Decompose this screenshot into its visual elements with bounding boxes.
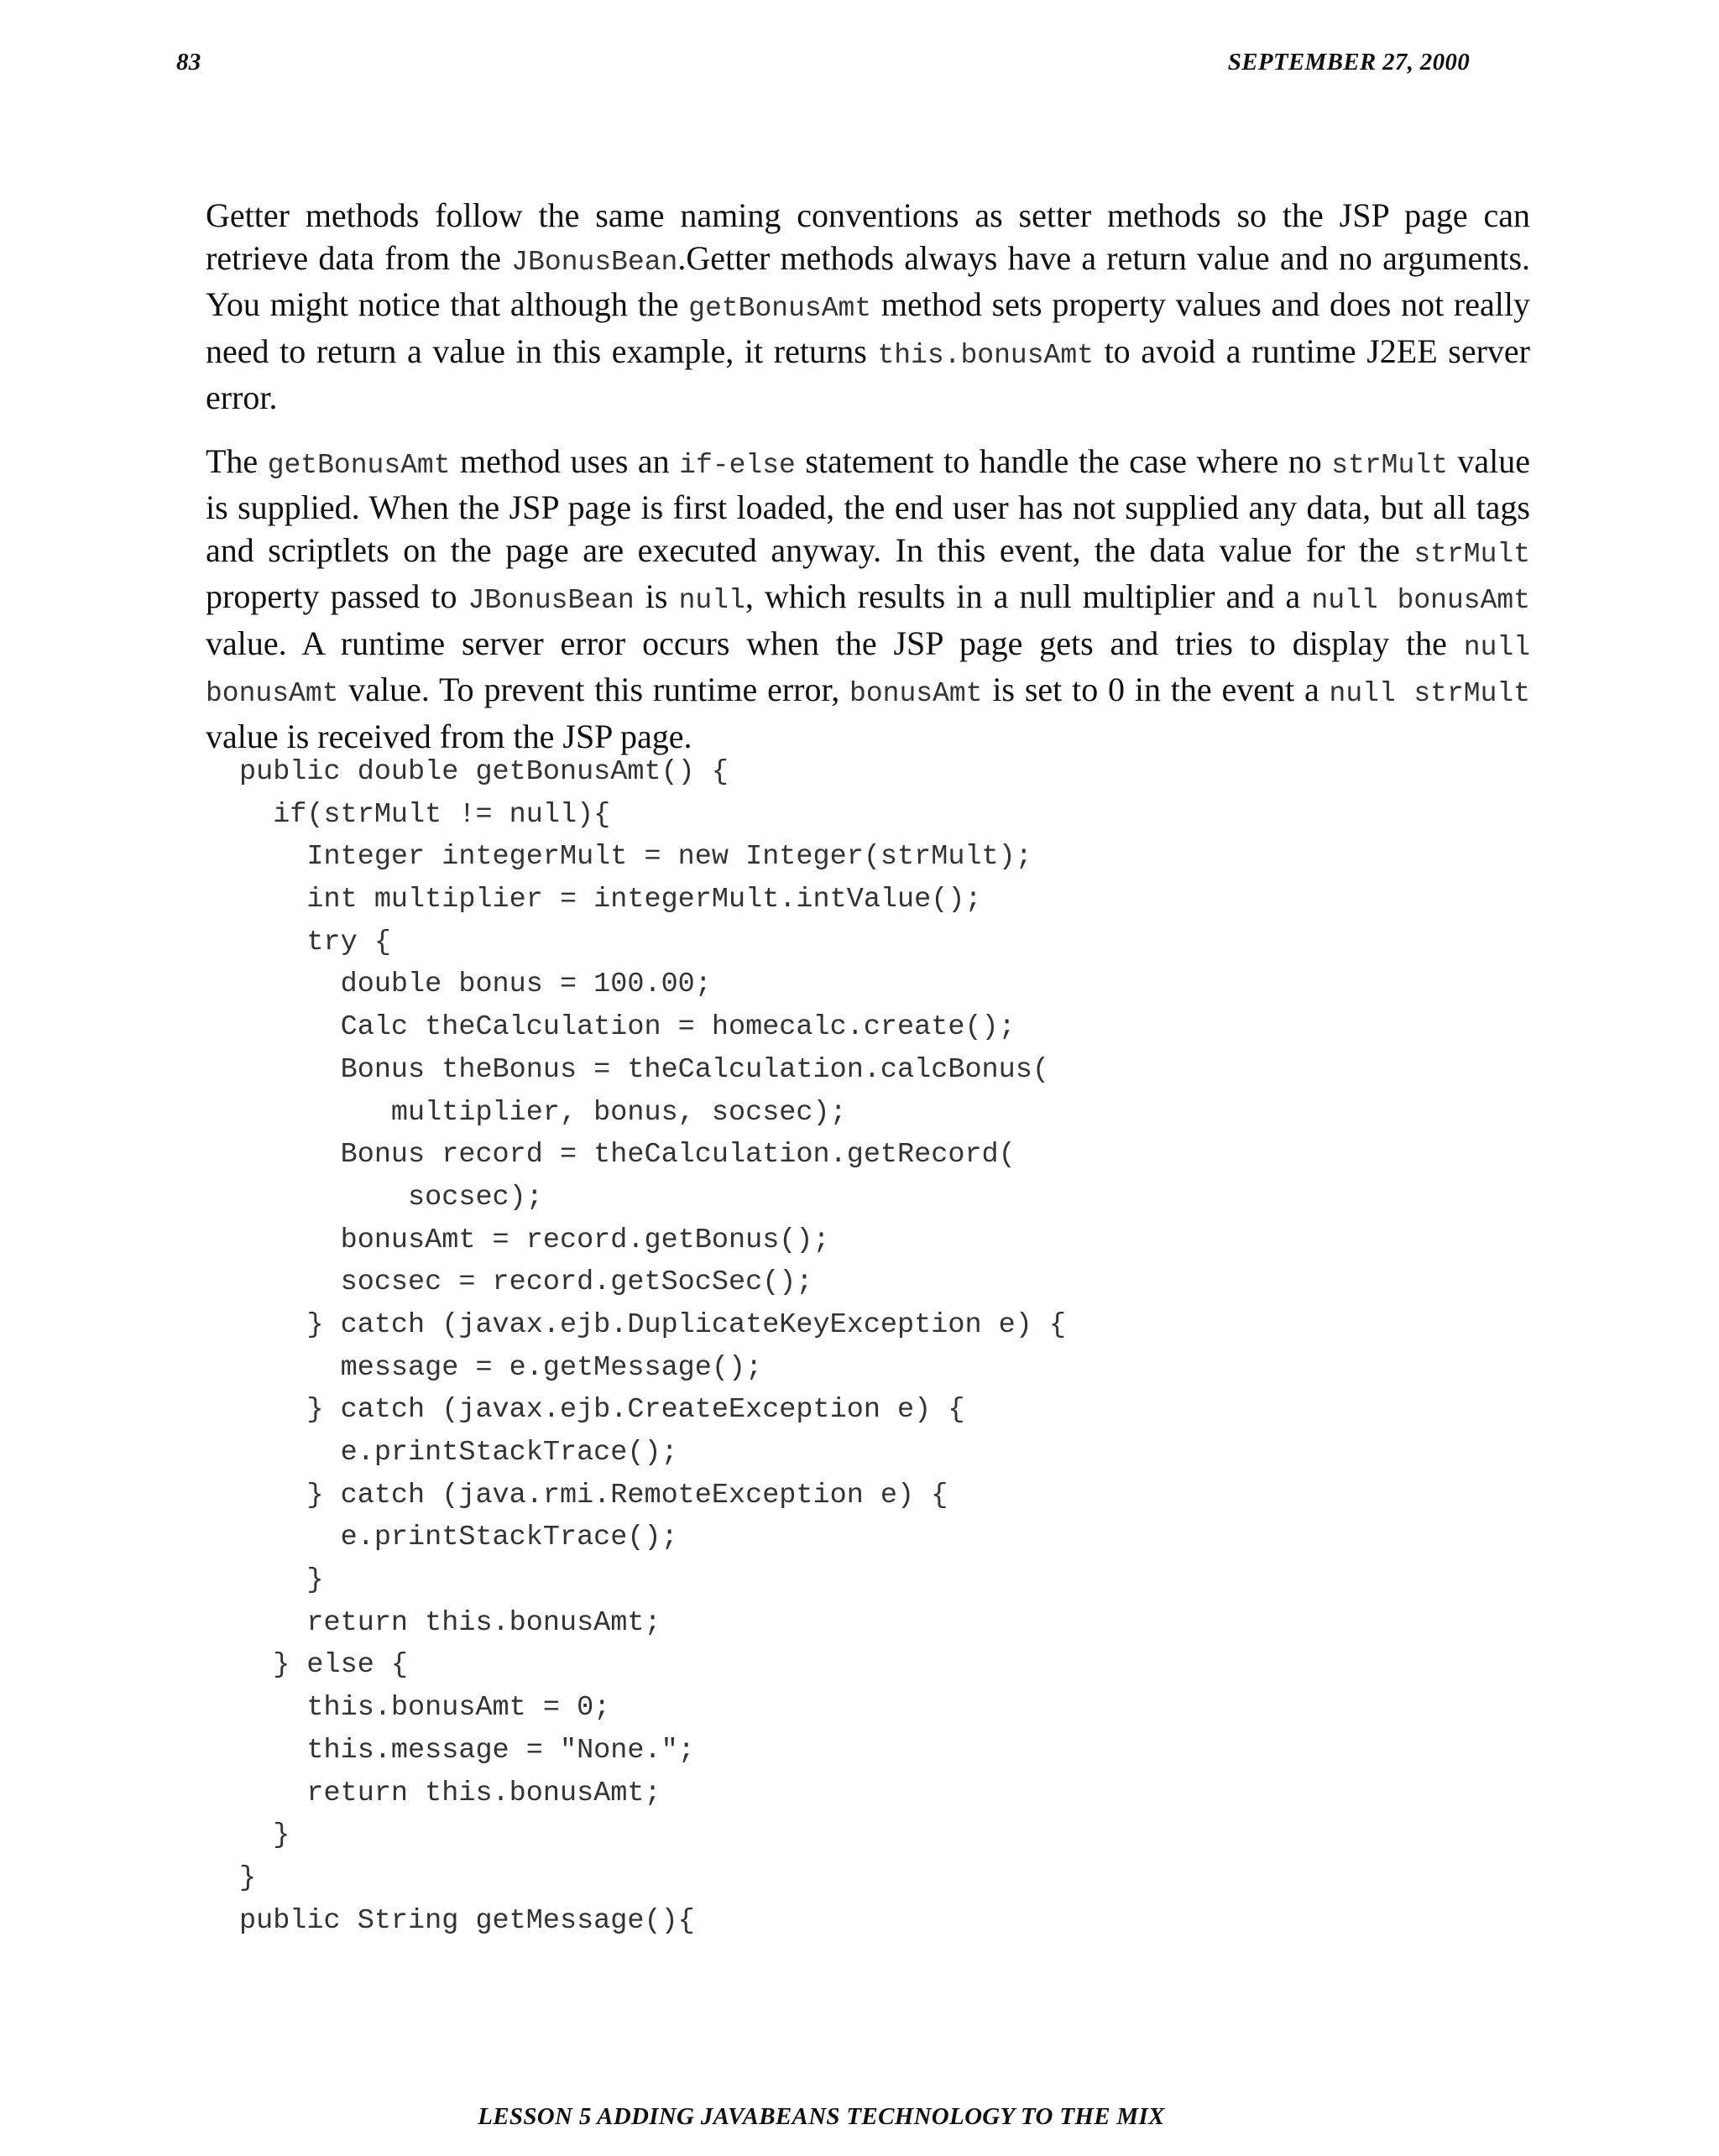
inline-code: bonusAmt (849, 678, 983, 709)
code-line: } catch (javax.ejb.DuplicateKeyException e) { (239, 1308, 1067, 1341)
paragraph-getbonusamt: The getBonusAmt method uses an if-else statement to handle the case where no strMult value is supplied. When the JSP page is first loaded, the end user has not supplied any data, but all tags and scriptlets on the page are executed anyway. In this event, the data value for the strMult property passed to JBonusBean is null, which results in a null multiplier and a null bonusAmt value. A runtime server error occurs when the JSP page gets and tries to display the null bonusAmt value. To prevent this runtime error, bonusAmt is set to 0 in the event a null strMult value is received from the JSP page. (206, 441, 1531, 755)
code-line: Calc theCalculation = homecalc.create(); (239, 1011, 1016, 1044)
code-line: } (239, 1564, 324, 1597)
code-line: } catch (java.rmi.RemoteException e) { (239, 1479, 948, 1511)
inline-code: getBonusAmt (688, 293, 872, 324)
code-line: } (239, 1861, 257, 1894)
code-line: message = e.getMessage(); (239, 1351, 763, 1384)
code-line: } (239, 1819, 290, 1852)
inline-code: if-else (679, 449, 796, 481)
code-line: return this.bonusAmt; (239, 1777, 661, 1809)
code-line: socsec = record.getSocSec(); (239, 1266, 813, 1299)
code-line: e.printStackTrace(); (239, 1522, 678, 1554)
code-line: int multiplier = integerMult.intValue(); (239, 884, 982, 916)
inline-code: null bonusAmt (206, 631, 1530, 709)
inline-code: getBonusAmt (267, 449, 451, 481)
running-header-date: SEPTEMBER 27, 2000 (1227, 49, 1470, 76)
code-listing (239, 751, 1066, 1942)
inline-code: this.bonusAmt (877, 339, 1094, 371)
code-line: Bonus record = theCalculation.getRecord( (239, 1139, 1016, 1172)
code-line: } catch (javax.ejb.CreateException e) { (239, 1394, 965, 1427)
code-line: Integer integerMult = new Integer(strMult); (239, 841, 1032, 874)
code-line: this.message = "None."; (239, 1734, 695, 1767)
body-text (206, 195, 1530, 758)
inline-code: null (678, 585, 745, 616)
code-line: bonusAmt = record.getBonus(); (239, 1224, 830, 1256)
inline-code: JBonusBean (511, 246, 678, 278)
code-line: e.printStackTrace(); (239, 1437, 678, 1469)
code-line: public double getBonusAmt() { (239, 756, 729, 788)
code-line: public String getMessage(){ (239, 1904, 695, 1937)
inline-code: JBonusBean (468, 585, 635, 616)
code-line: Bonus theBonus = theCalculation.calcBonus( (239, 1053, 1049, 1086)
paragraph-getter-methods: Getter methods follow the same naming conventions as setter methods so the JSP page can retrieve data from the JBonusBean.Getter methods always have a return value and no arguments. You might notice that although the getBonusAmt method sets property values and does not really need to return a value in this example, it returns this.bonusAmt to avoid a runtime J2EE server error. (206, 196, 1531, 416)
inline-code: strMult (1331, 449, 1448, 481)
code-line: socsec); (239, 1181, 543, 1214)
code-line: multiplier, bonus, socsec); (239, 1096, 847, 1129)
code-line: this.bonusAmt = 0; (239, 1692, 611, 1725)
inline-code: null strMult (1329, 678, 1530, 709)
code-line: try { (239, 926, 391, 958)
code-line: if(strMult != null){ (239, 798, 611, 831)
inline-code: null bonusAmt (1311, 585, 1530, 616)
code-line: return this.bonusAmt; (239, 1606, 661, 1639)
running-footer-title: LESSON 5 ADDING JAVABEANS TECHNOLOGY TO THE MIX (478, 2103, 1165, 2130)
code-line: double bonus = 100.00; (239, 968, 712, 1001)
page-number: 83 (176, 49, 201, 76)
inline-code: strMult (1413, 538, 1530, 570)
code-line: } else { (239, 1649, 409, 1682)
